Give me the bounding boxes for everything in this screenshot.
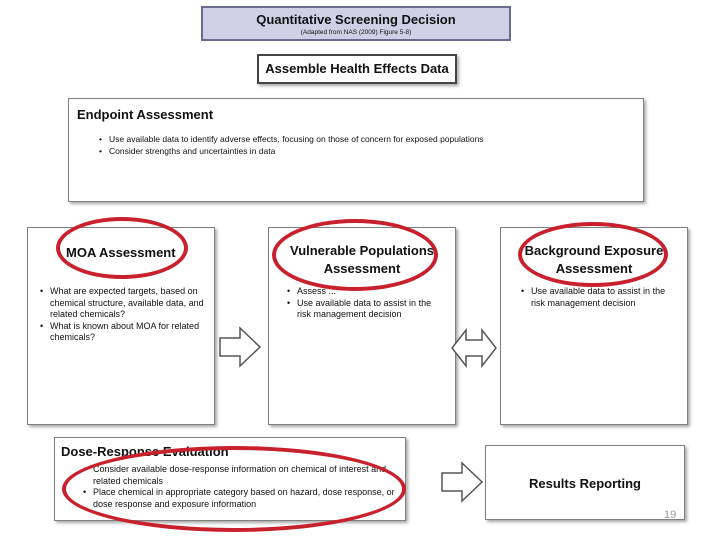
- diagram-source: (Adapted from NAS (2009) Figure 5-8): [300, 29, 412, 36]
- endpoint-assessment-box: [68, 98, 644, 202]
- dose-highlight-ellipse: [62, 446, 406, 532]
- moa-heading: MOA Assessment: [66, 245, 176, 260]
- right-arrow-icon: [440, 460, 484, 504]
- dose-bullet: • Consider available dose-response information on chemical of interest and related chemicals: [83, 464, 399, 487]
- vulnerable-bullet: • Assess ...: [287, 286, 447, 298]
- background-heading-line1: Background Exposure: [524, 243, 664, 258]
- dose-heading: Dose-Response Evaluation: [61, 444, 229, 459]
- background-bullet: • Use available data to assist in the risk management decision: [521, 286, 681, 309]
- page-number: 19: [664, 509, 677, 521]
- vulnerable-heading-line2: Assessment: [323, 261, 401, 276]
- results-label: Results Reporting: [529, 476, 641, 491]
- dose-bullet: • Place chemical in appropriate category based on hazard, dose response, or dose response and exposure information: [83, 487, 399, 510]
- title-box: [201, 6, 511, 41]
- moa-bullet: • What are expected targets, based on chemical structure, available data, and related chemicals?: [40, 286, 212, 321]
- results-reporting-box: [485, 445, 685, 520]
- background-heading-line2: Assessment: [555, 261, 633, 276]
- diagram-title: Quantitative Screening Decision: [256, 12, 456, 27]
- endpoint-bullet: • Use available data to identify adverse effects, focusing on those of concern for exposed populations: [99, 133, 484, 145]
- endpoint-heading: Endpoint Assessment: [77, 107, 214, 122]
- vulnerable-highlight-ellipse: [272, 219, 438, 291]
- vulnerable-bullet: • Use available data to assist in the risk management decision: [287, 298, 447, 321]
- assemble-label: Assemble Health Effects Data: [265, 61, 449, 76]
- vulnerable-bullets: [287, 286, 447, 321]
- moa-bullet: • What is known about MOA for related chemicals?: [40, 321, 212, 344]
- moa-bullets: [40, 286, 212, 344]
- endpoint-bullet: • Consider strengths and uncertainties in data: [99, 145, 484, 157]
- moa-highlight-ellipse: [56, 217, 188, 279]
- assemble-health-effects-box: [257, 54, 457, 84]
- background-highlight-ellipse: [518, 222, 668, 287]
- vulnerable-heading-line1: Vulnerable Populations: [290, 243, 434, 258]
- right-arrow-icon: [218, 325, 262, 369]
- endpoint-bullets: [99, 133, 484, 157]
- background-bullets: [521, 286, 681, 309]
- double-arrow-icon: [450, 326, 498, 370]
